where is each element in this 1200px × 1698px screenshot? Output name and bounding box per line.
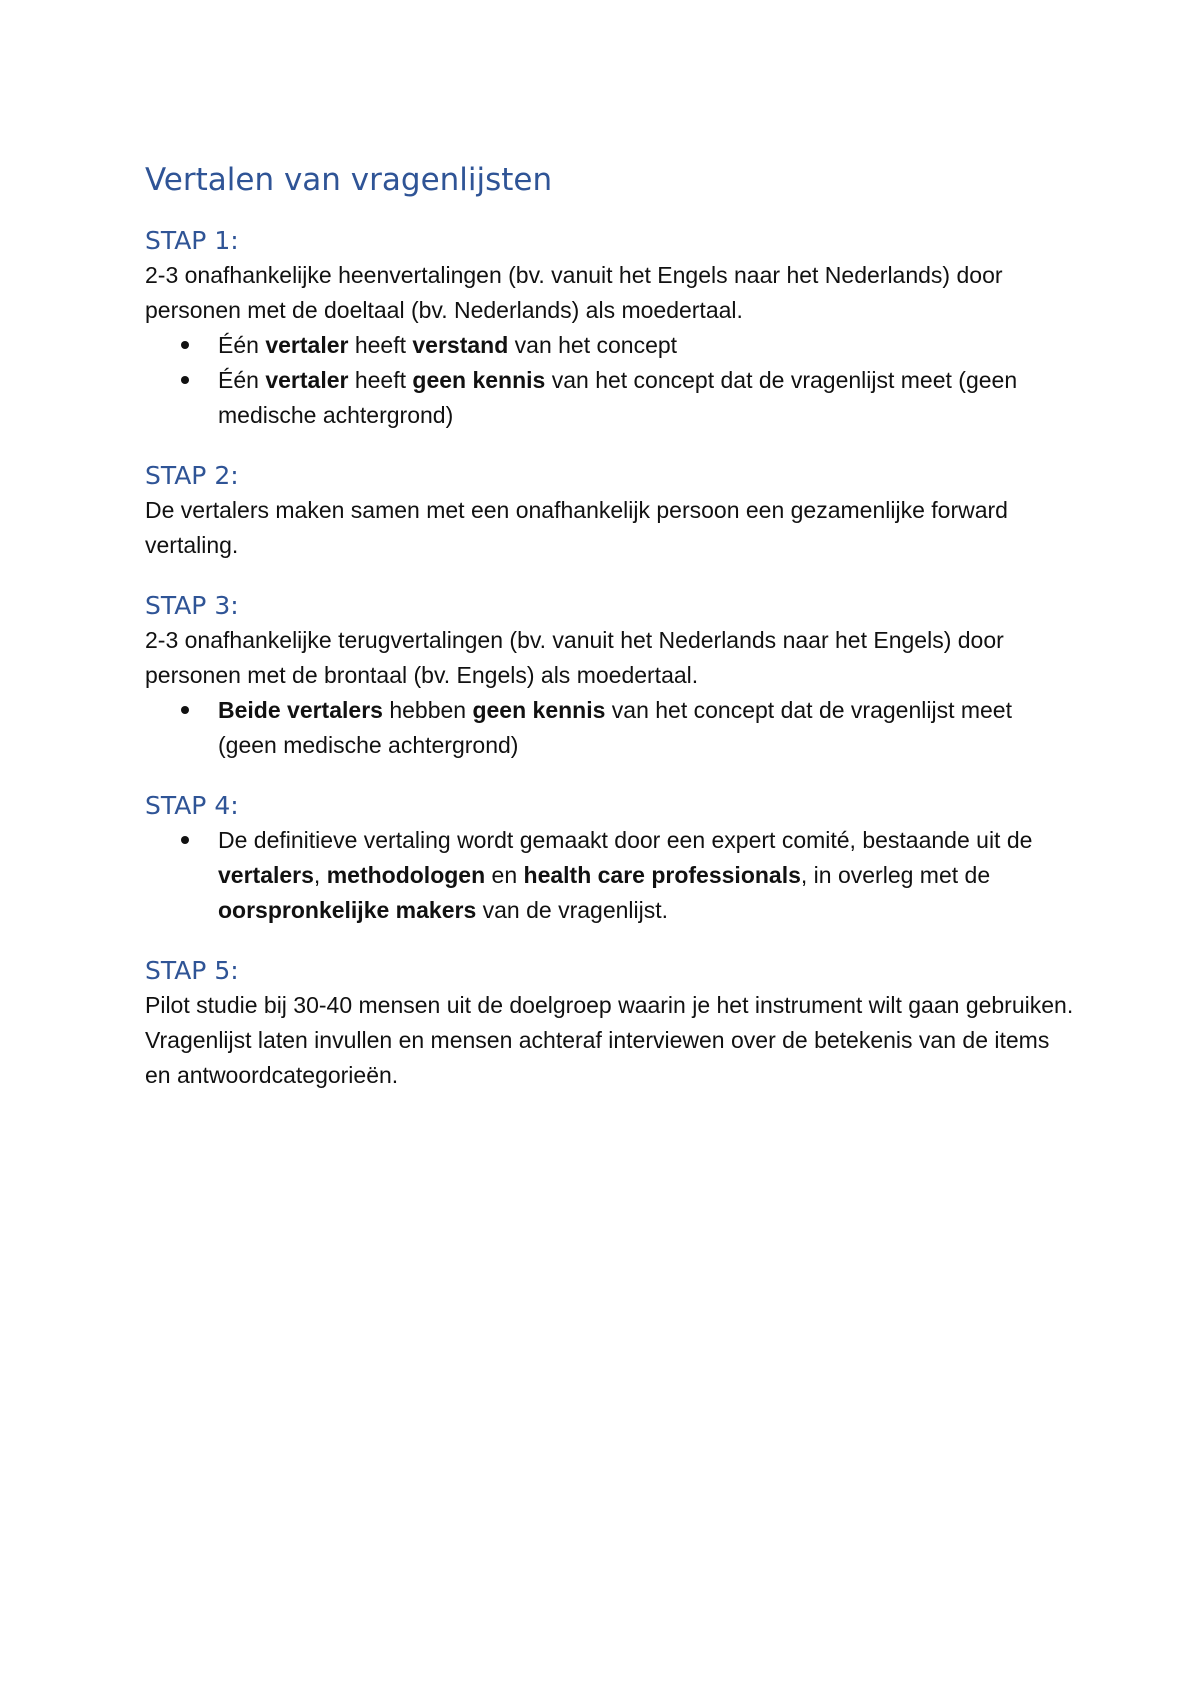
bold-text: oorspronkelijke makers xyxy=(218,897,477,923)
step-3-paragraph: 2-3 onafhankelijke terugvertalingen (bv. vanuit het Nederlands naar het Engels) door personen met de brontaal (bv. Engels) als moedertaal. xyxy=(145,627,1004,688)
list-item xyxy=(218,823,1075,928)
text-run: Één xyxy=(218,332,266,358)
bold-text: geen kennis xyxy=(412,367,546,393)
text-run: , xyxy=(313,862,327,888)
bold-text: geen kennis xyxy=(472,697,606,723)
step-3-bullet-list xyxy=(145,693,1075,763)
list-item xyxy=(218,693,1075,763)
bold-text: vertaler xyxy=(265,332,349,358)
bold-text: Beide vertalers xyxy=(218,697,383,723)
step-5-paragraph: Pilot studie bij 30-40 mensen uit de doelgroep waarin je het instrument wilt gaan gebruiken. Vragenlijst laten invullen en mensen achteraf interviewen over de betekenis van de items en antwoordcategorieën. xyxy=(145,992,1074,1088)
document-body xyxy=(145,160,1075,1093)
step-3-heading: STAP 3: xyxy=(145,591,239,620)
text-run: Één xyxy=(218,367,266,393)
step-1 xyxy=(145,224,1075,433)
list-item xyxy=(218,328,1075,363)
step-1-bullet-list xyxy=(145,328,1075,433)
text-run: heeft xyxy=(348,332,413,358)
text-run: van de vragenlijst. xyxy=(476,897,669,923)
text-run: hebben xyxy=(382,697,473,723)
step-5-heading: STAP 5: xyxy=(145,956,239,985)
step-4-bullet-list xyxy=(145,823,1075,928)
text-run: van het concept dat de vragenlijst meet (geen medische achtergrond) xyxy=(218,367,1018,428)
bullet-icon xyxy=(181,706,189,714)
step-2-heading: STAP 2: xyxy=(145,461,239,490)
bold-text: vertaler xyxy=(265,367,349,393)
step-4-heading: STAP 4: xyxy=(145,791,239,820)
bullet-icon xyxy=(181,376,189,384)
document-title: Vertalen van vragenlijsten xyxy=(145,162,553,198)
step-3 xyxy=(145,589,1075,763)
step-2 xyxy=(145,459,1075,563)
text-run: , in overleg met de xyxy=(800,862,991,888)
bold-text: health care professionals xyxy=(523,862,801,888)
text-run: van het concept xyxy=(508,332,678,358)
step-1-paragraph: 2-3 onafhankelijke heenvertalingen (bv. vanuit het Engels naar het Nederlands) door personen met de doeltaal (bv. Nederlands) als moedertaal. xyxy=(145,262,1003,323)
bold-text: vertalers xyxy=(218,862,314,888)
bullet-icon xyxy=(181,341,189,349)
bold-text: methodologen xyxy=(326,862,486,888)
bold-text: verstand xyxy=(412,332,509,358)
step-5 xyxy=(145,954,1075,1093)
text-run: en xyxy=(485,862,524,888)
step-4 xyxy=(145,789,1075,928)
text-run: heeft xyxy=(348,367,413,393)
text-run: van het concept dat de vragenlijst meet (geen medische achtergrond) xyxy=(218,697,1012,758)
step-1-heading: STAP 1: xyxy=(145,226,239,255)
text-run: De definitieve vertaling wordt gemaakt door een expert comité, bestaande uit de xyxy=(218,827,1033,853)
bullet-icon xyxy=(181,836,189,844)
step-2-paragraph: De vertalers maken samen met een onafhankelijk persoon een gezamenlijke forward vertaling. xyxy=(145,497,1008,558)
list-item xyxy=(218,363,1075,433)
